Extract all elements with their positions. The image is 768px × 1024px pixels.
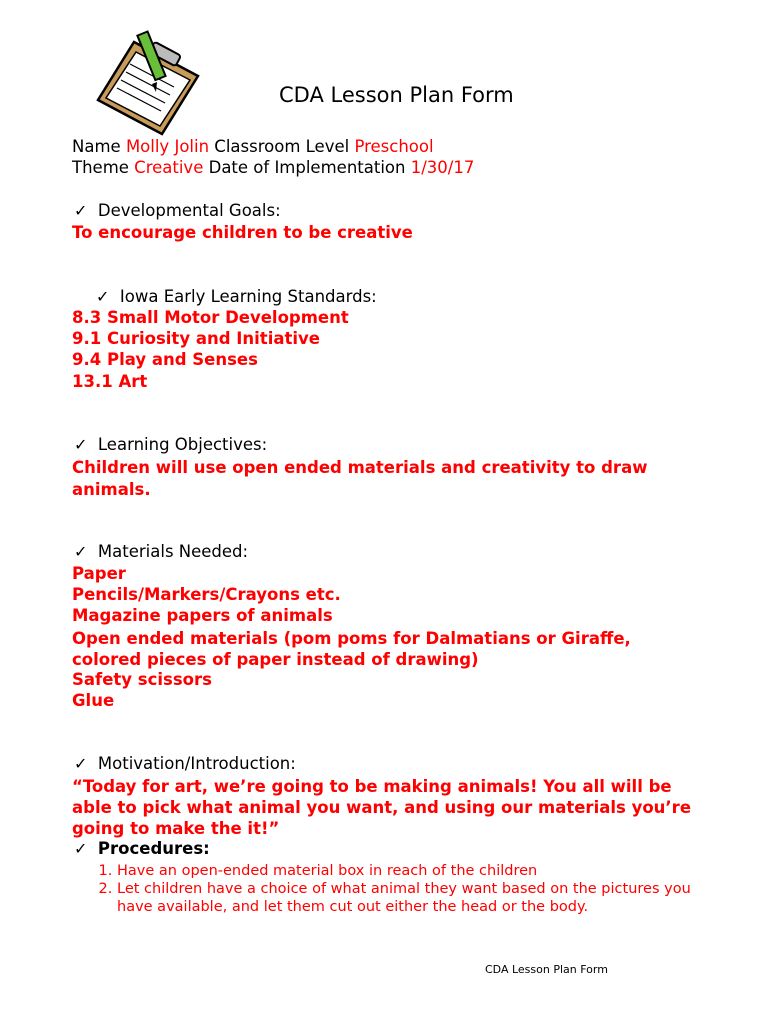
page-title: CDA Lesson Plan Form — [279, 83, 514, 107]
check-icon: ✓ — [74, 201, 88, 220]
standards-heading-row — [96, 287, 377, 306]
check-icon: ✓ — [74, 435, 88, 454]
material-item: Pencils/Markers/Crayons etc. — [72, 585, 341, 604]
goals-heading: Developmental Goals: — [97, 201, 281, 220]
name-level-row — [72, 137, 434, 156]
motivation-heading: Motivation/Introduction: — [97, 754, 296, 773]
objectives-heading: Learning Objectives: — [97, 435, 268, 454]
theme-label: Theme — [72, 158, 129, 177]
level-label: Classroom Level — [214, 137, 350, 156]
objectives-text: Children will use open ended materials and creativity to draw animals. — [72, 458, 648, 499]
goals-text: To encourage children to be creative — [72, 223, 413, 242]
name-label: Name — [72, 137, 121, 156]
procedures-heading-row — [74, 839, 210, 858]
goals-heading-row — [74, 201, 281, 220]
material-item: Open ended materials (pom poms for Dalmatians or Giraffe, colored pieces of paper instead of drawing) — [72, 629, 631, 669]
motivation-heading-row — [74, 754, 296, 773]
standard-item: 9.4 Play and Senses — [72, 350, 258, 369]
standard-item: 8.3 Small Motor Development — [72, 308, 349, 327]
material-item: Safety scissors — [72, 670, 212, 689]
date-value: 1/30/17 — [410, 158, 475, 177]
standard-item: 9.1 Curiosity and Initiative — [72, 329, 320, 348]
clipboard-icon — [86, 30, 208, 138]
date-label: Date of Implementation — [208, 158, 406, 177]
check-icon: ✓ — [96, 287, 110, 306]
standard-item: 13.1 Art — [72, 372, 148, 391]
check-icon: ✓ — [74, 542, 88, 561]
motivation-text: “Today for art, we’re going to be making animals! You all will be able to pick what animal you want, and using our materials you’re going to make the it!” — [72, 777, 692, 838]
materials-heading: Materials Needed: — [97, 542, 249, 561]
page-footer: CDA Lesson Plan Form — [485, 963, 608, 976]
theme-value: Creative — [134, 158, 204, 177]
procedures-list — [92, 862, 712, 916]
materials-heading-row — [74, 542, 248, 561]
name-value: Molly Jolin — [125, 137, 210, 156]
level-value: Preschool — [354, 137, 434, 156]
theme-date-row — [72, 158, 474, 177]
procedures-heading: Procedures: — [97, 839, 210, 858]
material-item: Magazine papers of animals — [72, 606, 333, 625]
procedure-item: 1. Have an open-ended material box in reach of the children — [117, 862, 712, 880]
standards-heading: Iowa Early Learning Standards: — [119, 287, 377, 306]
objectives-heading-row — [74, 435, 267, 454]
material-item: Paper — [72, 564, 126, 583]
material-item: Glue — [72, 691, 115, 710]
check-icon: ✓ — [74, 754, 88, 773]
check-icon: ✓ — [74, 839, 88, 858]
procedure-item: 2. Let children have a choice of what animal they want based on the pictures you have available, and let them cut out either the head or the body. — [117, 880, 712, 916]
